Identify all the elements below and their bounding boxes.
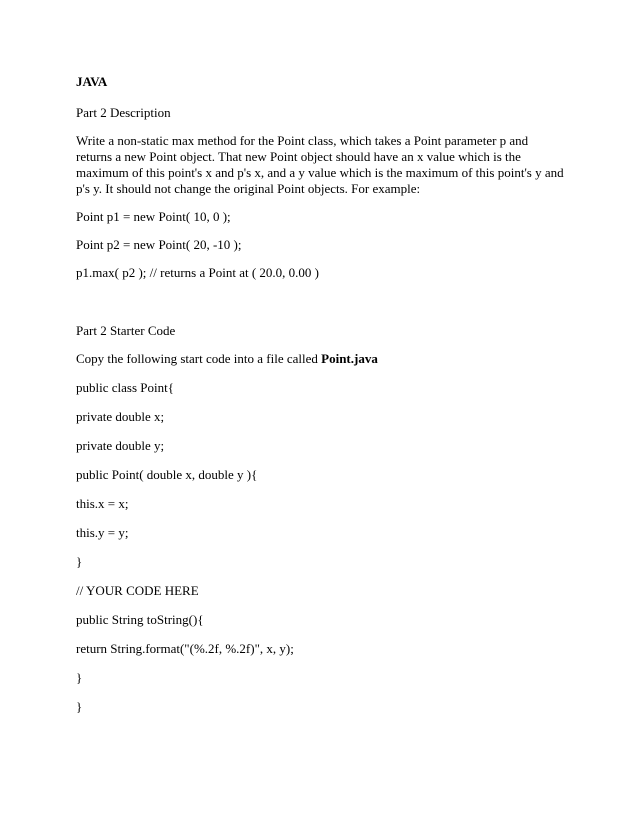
example-line-1: Point p1 = new Point( 10, 0 );: [76, 209, 231, 224]
code-line: this.x = x;: [76, 496, 129, 511]
code-line: private double y;: [76, 438, 165, 453]
part1-title: Part 2 Description: [76, 105, 171, 120]
copy-instruction-filename: Point.java: [321, 351, 378, 366]
part2-title: Part 2 Starter Code: [76, 323, 176, 338]
code-line: }: [76, 670, 83, 685]
code-line: }: [76, 554, 83, 569]
example-line-3: p1.max( p2 ); // returns a Point at ( 20.0, 0.00 ): [76, 265, 319, 280]
document-heading: JAVA: [76, 74, 108, 89]
code-line: private double x;: [76, 409, 165, 424]
code-line: this.y = y;: [76, 525, 129, 540]
code-line: // YOUR CODE HERE: [76, 583, 199, 598]
code-line: public class Point{: [76, 380, 174, 395]
code-line: public Point( double x, double y ){: [76, 467, 258, 482]
example-line-2: Point p2 = new Point( 20, -10 );: [76, 237, 242, 252]
code-line: return String.format("(%.2f, %.2f)", x, y);: [76, 641, 294, 656]
code-line: public String toString(){: [76, 612, 204, 627]
code-line: }: [76, 699, 83, 714]
copy-instruction: [76, 351, 378, 367]
copy-instruction-text: Copy the following start code into a file called: [76, 351, 322, 366]
description-paragraph: Write a non-static max method for the Point class, which takes a Point parameter p and returns a new Point object. That new Point object should have an x value which is the maximum of this point's x and p's x, and a y value which is the maximum of this point's y and p's y. It should not change the original Point objects. For example:: [76, 133, 564, 196]
